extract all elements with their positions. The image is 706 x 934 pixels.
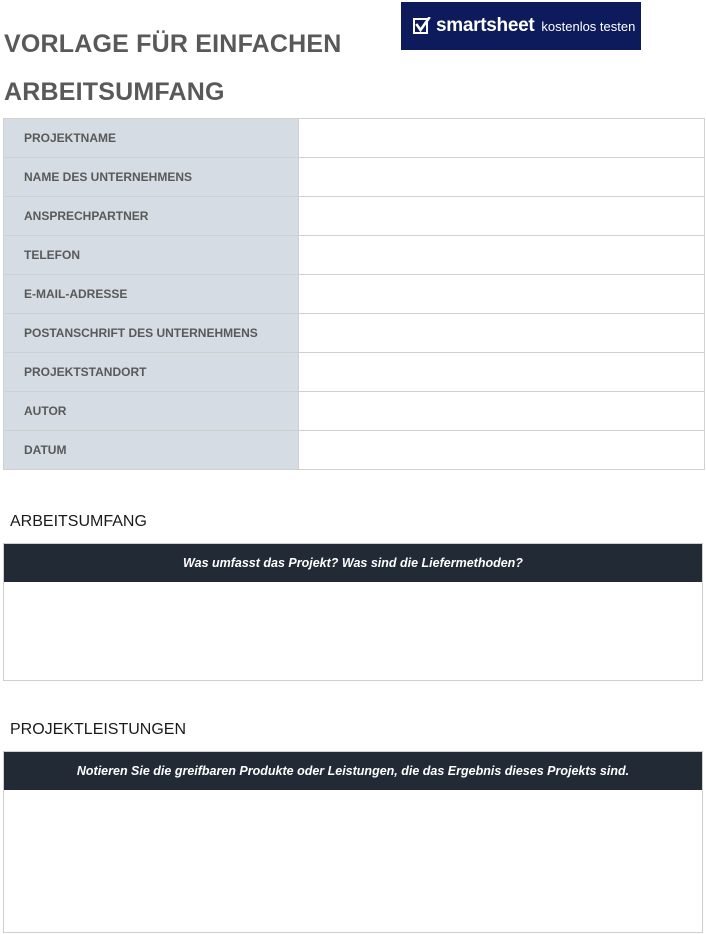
table-row: [4, 119, 705, 158]
section-title-projektleistungen: PROJEKTLEISTUNGEN: [10, 721, 187, 738]
deliverables-box: [3, 751, 703, 933]
info-value-field[interactable]: [299, 158, 705, 197]
banner-brand: smartsheet: [436, 15, 535, 36]
info-label: PROJEKTNAME: [4, 119, 299, 158]
info-label: AUTOR: [4, 392, 299, 431]
info-value-field[interactable]: [299, 353, 705, 392]
info-label: PROJEKTSTANDORT: [4, 353, 299, 392]
info-label: POSTANSCHRIFT DES UNTERNEHMENS: [4, 314, 299, 353]
table-row: [4, 314, 705, 353]
table-row: [4, 236, 705, 275]
section-title-arbeitsumfang: ARBEITSUMFANG: [10, 513, 147, 530]
scope-content-field[interactable]: [4, 582, 702, 680]
info-label: TELEFON: [4, 236, 299, 275]
info-value-field[interactable]: [299, 431, 705, 470]
deliverables-content-field[interactable]: [4, 790, 702, 932]
table-row: [4, 197, 705, 236]
smartsheet-trial-banner[interactable]: [401, 2, 641, 50]
scope-prompt: Was umfasst das Projekt? Was sind die Liefermethoden?: [4, 544, 702, 582]
checkmark-logo-icon: [413, 17, 431, 35]
scope-box: [3, 543, 703, 681]
table-row: [4, 392, 705, 431]
table-row: [4, 431, 705, 470]
info-label: E-MAIL-ADRESSE: [4, 275, 299, 314]
info-value-field[interactable]: [299, 314, 705, 353]
page-title: VORLAGE FÜR EINFACHEN ARBEITSUMFANG: [4, 30, 342, 106]
table-row: [4, 353, 705, 392]
info-value-field[interactable]: [299, 197, 705, 236]
project-info-table: [3, 118, 705, 470]
table-row: [4, 158, 705, 197]
info-value-field[interactable]: [299, 236, 705, 275]
info-value-field[interactable]: [299, 392, 705, 431]
table-row: [4, 275, 705, 314]
info-value-field[interactable]: [299, 275, 705, 314]
banner-cta: kostenlos testen: [541, 18, 636, 34]
info-value-field[interactable]: [299, 119, 705, 158]
deliverables-prompt: Notieren Sie die greifbaren Produkte oder Leistungen, die das Ergebnis dieses Projekts sind.: [4, 752, 702, 790]
info-label: DATUM: [4, 431, 299, 470]
info-label: NAME DES UNTERNEHMENS: [4, 158, 299, 197]
info-label: ANSPRECHPARTNER: [4, 197, 299, 236]
